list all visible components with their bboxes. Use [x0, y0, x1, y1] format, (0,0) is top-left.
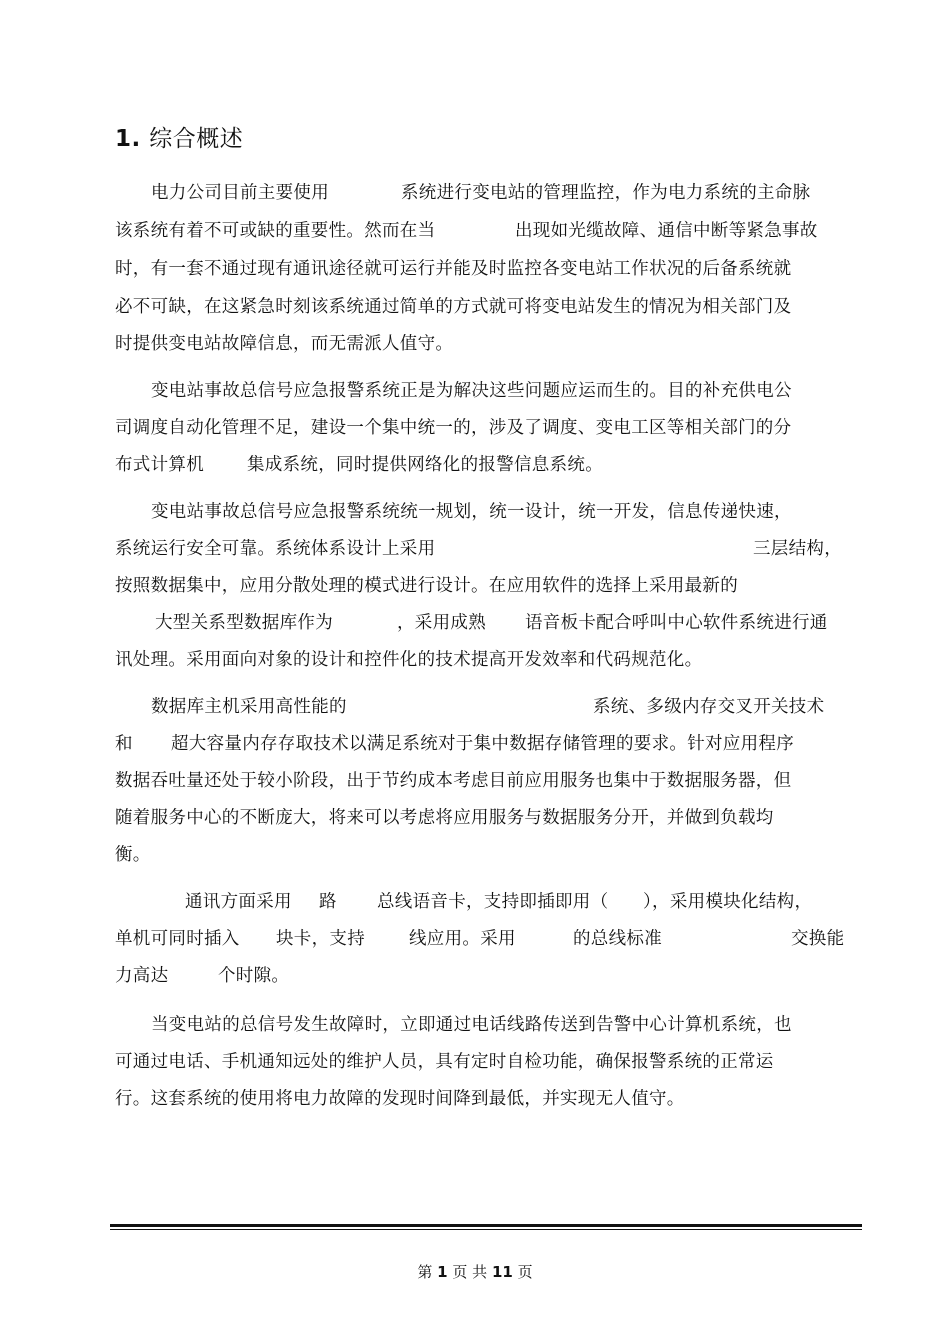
- text-run: 系统运行安全可靠。系统体系设计上采用: [115, 539, 436, 559]
- text-run: 单机可同时插入: [115, 929, 240, 949]
- current-page-number: 1: [437, 1263, 448, 1281]
- section-heading: [115, 122, 243, 156]
- text-run: 数据吞吐量还处于较小阶段，出于节约成本考虑目前应用服务也集中于数据服务器，但: [115, 771, 792, 791]
- text-run: 块卡，支持: [276, 929, 365, 949]
- text-line: [115, 885, 860, 919]
- footer-rule-thin: [110, 1229, 862, 1230]
- text-run: 语音板卡配合呼叫中心软件系统进行通: [525, 613, 828, 633]
- text-run: 线应用。采用: [409, 929, 516, 949]
- text-run: 司调度自动化管理不足，建设一个集中统一的，涉及了调度、变电工区等相关部门的分: [115, 418, 792, 438]
- text-line: [115, 569, 860, 603]
- text-run: 路: [319, 892, 337, 912]
- text-line: [115, 290, 860, 324]
- text-run: 超大容量内存存取技术以满足系统对于集中数据存储管理的要求。针对应用程序: [171, 734, 794, 754]
- text-run: 力高达: [115, 966, 169, 986]
- text-run: 布式计算机: [115, 455, 204, 475]
- text-run: 电力公司目前主要使用: [151, 183, 329, 203]
- text-line: [115, 327, 860, 361]
- text-line: [115, 764, 860, 798]
- footer-divider: [110, 1224, 862, 1230]
- text-run: 总线语音卡，支持即插即用（: [377, 892, 609, 912]
- footer-prefix: 第: [417, 1263, 433, 1281]
- text-run: 当变电站的总信号发生故障时，立即通过电话线路传送到告警中心计算机系统，也: [151, 1015, 792, 1035]
- text-run: 数据库主机采用高性能的: [151, 697, 347, 717]
- text-line: [115, 801, 860, 835]
- text-run: 讯处理。采用面向对象的设计和控件化的技术提高开发效率和代码规范化。: [115, 650, 703, 670]
- text-run: 必不可缺，在这紧急时刻该系统通过简单的方式就可将变电站发生的情况为相关部门及: [115, 297, 792, 317]
- text-run: 该系统有着不可或缺的重要性。然而在当: [115, 221, 436, 241]
- text-run: 可通过电话、手机通知远处的维护人员，具有定时自检功能，确保报警系统的正常运: [115, 1052, 774, 1072]
- text-run: 的总线标准: [573, 929, 662, 949]
- text-line: [115, 838, 860, 872]
- text-run: 通讯方面采用: [185, 892, 292, 912]
- text-run: 大型关系型数据库作为: [155, 613, 333, 633]
- text-run: 出现如光缆故障、通信中断等紧急事故: [515, 221, 818, 241]
- text-run: 集成系统，同时提供网络化的报警信息系统。: [247, 455, 603, 475]
- text-run: 随着服务中心的不断庞大，将来可以考虑将应用服务与数据服务分开，并做到负载均: [115, 808, 774, 828]
- section-title: 综合概述: [149, 126, 244, 152]
- text-run: ，采用成熟: [397, 613, 486, 633]
- text-run: 时，有一套不通过现有通讯途径就可运行并能及时监控各变电站工作状况的后备系统就: [115, 259, 792, 279]
- text-line: [115, 1008, 860, 1042]
- text-line: [115, 922, 860, 956]
- text-line: [115, 495, 860, 529]
- text-run: 按照数据集中，应用分散处理的模式进行设计。在应用软件的选择上采用最新的: [115, 576, 738, 596]
- text-line: [115, 643, 860, 677]
- text-run: 个时隙。: [218, 966, 290, 986]
- footer-rule-thick: [110, 1224, 862, 1227]
- footer-middle: 页 共: [452, 1263, 488, 1281]
- text-line: [115, 448, 860, 482]
- total-page-count: 11: [491, 1263, 513, 1281]
- text-run: 三层结构，: [753, 539, 842, 559]
- text-line: [115, 374, 860, 408]
- footer-suffix: 页: [517, 1263, 533, 1281]
- text-run: 时提供变电站故障信息，而无需派人值守。: [115, 334, 454, 354]
- text-line: [115, 252, 860, 286]
- text-line: [115, 214, 860, 248]
- text-line: [115, 1045, 860, 1079]
- text-line: [115, 532, 860, 566]
- text-line: [115, 959, 860, 993]
- text-run: 和: [115, 734, 133, 754]
- text-run: 交换能: [791, 929, 845, 949]
- text-line: [115, 176, 860, 210]
- text-run: 系统进行变电站的管理监控，作为电力系统的主命脉: [401, 183, 811, 203]
- text-run: 变电站事故总信号应急报警系统统一规划，统一设计，统一开发，信息传递快速，: [151, 502, 792, 522]
- text-run: 系统、多级内存交叉开关技术: [593, 697, 825, 717]
- text-line: [115, 1082, 860, 1116]
- text-run: 衡。: [115, 845, 151, 865]
- text-run: ），采用模块化结构，: [643, 892, 813, 912]
- text-run: 行。这套系统的使用将电力故障的发现时间降到最低，并实现无人值守。: [115, 1089, 685, 1109]
- text-line: [115, 606, 860, 640]
- text-line: [115, 690, 860, 724]
- text-line: [115, 411, 860, 445]
- page-footer: [0, 1262, 950, 1282]
- text-run: 变电站事故总信号应急报警系统正是为解决这些问题应运而生的。目的补充供电公: [151, 381, 792, 401]
- text-line: [115, 727, 860, 761]
- section-number: 1.: [115, 126, 141, 152]
